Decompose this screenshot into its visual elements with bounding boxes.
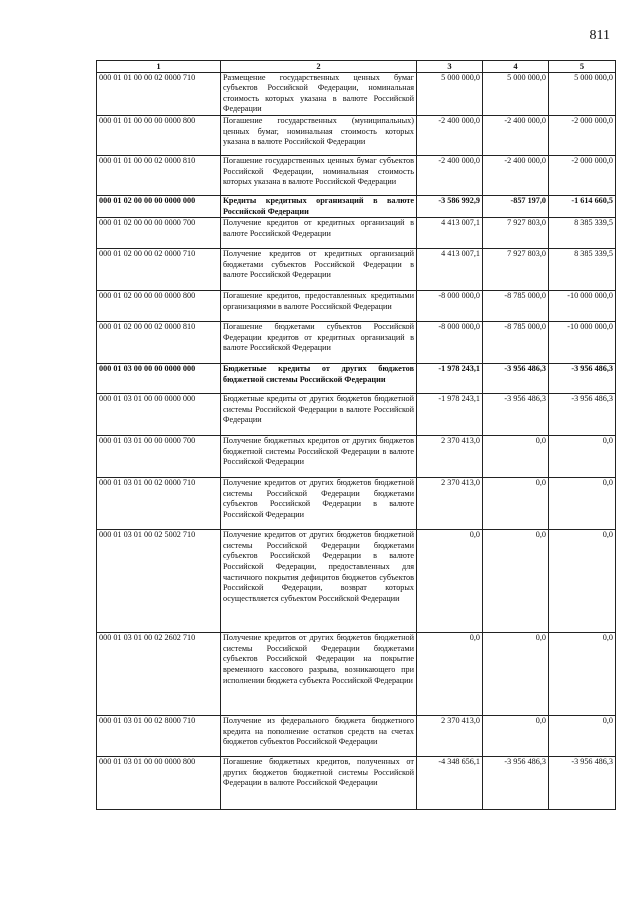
value-col5: 0,0 — [549, 633, 616, 716]
budget-code: 000 01 03 01 00 00 0000 000 — [97, 394, 221, 436]
value-col4: 0,0 — [483, 478, 549, 530]
value-col4: 7 927 803,0 — [483, 218, 549, 249]
budget-code: 000 01 02 00 00 00 0000 000 — [97, 195, 221, 217]
budget-code: 000 01 02 00 00 02 0000 810 — [97, 322, 221, 364]
value-col5: 0,0 — [549, 530, 616, 633]
budget-code: 000 01 01 00 00 00 0000 800 — [97, 115, 221, 155]
value-col3: 5 000 000,0 — [417, 72, 483, 115]
value-col4: 0,0 — [483, 530, 549, 633]
table-header-row — [97, 61, 616, 73]
item-name: Получение бюджетных кредитов от других бюджетов бюджетной системы Российской Федерации в валюте Российской Федерации — [221, 436, 417, 478]
column-header: 4 — [483, 61, 549, 73]
item-name: Бюджетные кредиты от других бюджетов бюджетной системы Российской Федерации в валюте Российской Федерации — [221, 394, 417, 436]
value-col4: -8 785 000,0 — [483, 322, 549, 364]
budget-code: 000 01 02 00 00 00 0000 700 — [97, 218, 221, 249]
value-col5: -2 000 000,0 — [549, 115, 616, 155]
value-col3: 2 370 413,0 — [417, 478, 483, 530]
value-col4: -8 785 000,0 — [483, 291, 549, 322]
item-name: Получение из федерального бюджета бюджетного кредита на пополнение остатков средств на счетах бюджетов субъектов Российской Федерации — [221, 716, 417, 757]
item-name: Получение кредитов от других бюджетов бюджетной системы Российской Федерации бюджетами субъектов Российской Федерации в валюте Российской Федерации — [221, 478, 417, 530]
table-row — [97, 115, 616, 155]
budget-code: 000 01 03 01 00 02 8000 710 — [97, 716, 221, 757]
value-col5: -3 956 486,3 — [549, 757, 616, 810]
value-col3: -3 586 992,9 — [417, 195, 483, 217]
value-col3: -8 000 000,0 — [417, 322, 483, 364]
value-col3: -1 978 243,1 — [417, 364, 483, 394]
value-col4: 0,0 — [483, 633, 549, 716]
value-col5: 5 000 000,0 — [549, 72, 616, 115]
value-col3: -8 000 000,0 — [417, 291, 483, 322]
value-col3: 4 413 007,1 — [417, 218, 483, 249]
table-row — [97, 436, 616, 478]
value-col5: 0,0 — [549, 436, 616, 478]
value-col4: 7 927 803,0 — [483, 249, 549, 291]
table-row — [97, 633, 616, 716]
value-col5: 0,0 — [549, 716, 616, 757]
value-col4: -3 956 486,3 — [483, 394, 549, 436]
item-name: Погашение бюджетами субъектов Российской Федерации кредитов от кредитных организаций в валюте Российской Федерации — [221, 322, 417, 364]
item-name: Получение кредитов от кредитных организаций в валюте Российской Федерации — [221, 218, 417, 249]
column-header: 2 — [221, 61, 417, 73]
budget-code: 000 01 03 01 00 00 0000 800 — [97, 757, 221, 810]
value-col3: 2 370 413,0 — [417, 716, 483, 757]
table-row — [97, 218, 616, 249]
value-col4: -2 400 000,0 — [483, 115, 549, 155]
table-row — [97, 364, 616, 394]
table-row — [97, 757, 616, 810]
budget-code: 000 01 01 00 00 02 0000 810 — [97, 155, 221, 195]
item-name: Погашение государственных (муниципальных) ценных бумаг, номинальная стоимость которых указана в валюте Российской Федерации — [221, 115, 417, 155]
value-col4: 5 000 000,0 — [483, 72, 549, 115]
item-name: Получение кредитов от других бюджетов бюджетной системы Российской Федерации бюджетами субъектов Российской Федерации в валюте Российской Федерации, предоставленных для частичного покрытия дефицитов бюджетов субъектов Российской Федерации, возврат которых осуществляется субъектом Российской Федерации — [221, 530, 417, 633]
value-col3: 2 370 413,0 — [417, 436, 483, 478]
value-col5: 8 385 339,5 — [549, 218, 616, 249]
page-number: 811 — [589, 28, 610, 43]
value-col5: -10 000 000,0 — [549, 322, 616, 364]
value-col3: -1 978 243,1 — [417, 394, 483, 436]
table-row — [97, 72, 616, 115]
table-row — [97, 394, 616, 436]
item-name: Кредиты кредитных организаций в валюте Российской Федерации — [221, 195, 417, 217]
value-col4: 0,0 — [483, 716, 549, 757]
value-col5: -3 956 486,3 — [549, 364, 616, 394]
table-body — [97, 72, 616, 810]
value-col3: 4 413 007,1 — [417, 249, 483, 291]
table-row — [97, 530, 616, 633]
value-col5: 8 385 339,5 — [549, 249, 616, 291]
budget-sources-table — [96, 60, 616, 810]
value-col4: 0,0 — [483, 436, 549, 478]
item-name: Размещение государственных ценных бумаг субъектов Российской Федерации, номинальная стоимость которых указана в валюте Российской Федерации — [221, 72, 417, 115]
value-col4: -857 197,0 — [483, 195, 549, 217]
table-row — [97, 195, 616, 217]
table-row — [97, 716, 616, 757]
column-header: 3 — [417, 61, 483, 73]
budget-code: 000 01 02 00 00 02 0000 710 — [97, 249, 221, 291]
item-name: Бюджетные кредиты от других бюджетов бюджетной системы Российской Федерации — [221, 364, 417, 394]
column-header: 1 — [97, 61, 221, 73]
value-col5: -3 956 486,3 — [549, 394, 616, 436]
item-name: Получение кредитов от кредитных организаций бюджетами субъектов Российской Федерации в валюте Российской Федерации — [221, 249, 417, 291]
budget-code: 000 01 03 01 00 02 5002 710 — [97, 530, 221, 633]
value-col3: -2 400 000,0 — [417, 115, 483, 155]
column-header: 5 — [549, 61, 616, 73]
value-col5: 0,0 — [549, 478, 616, 530]
item-name: Погашение бюджетных кредитов, полученных от других бюджетов бюджетной системы Российской Федерации в валюте Российской Федерации — [221, 757, 417, 810]
value-col3: 0,0 — [417, 633, 483, 716]
budget-code: 000 01 03 00 00 00 0000 000 — [97, 364, 221, 394]
budget-code: 000 01 03 01 00 02 2602 710 — [97, 633, 221, 716]
item-name: Погашение государственных ценных бумаг субъектов Российской Федерации, номинальная стоимость которых указана в валюте Российской Федерации — [221, 155, 417, 195]
budget-code: 000 01 03 01 00 00 0000 700 — [97, 436, 221, 478]
value-col5: -10 000 000,0 — [549, 291, 616, 322]
budget-code: 000 01 01 00 00 02 0000 710 — [97, 72, 221, 115]
table-row — [97, 322, 616, 364]
value-col5: -1 614 660,5 — [549, 195, 616, 217]
table-row — [97, 478, 616, 530]
value-col3: -2 400 000,0 — [417, 155, 483, 195]
budget-code: 000 01 03 01 00 02 0000 710 — [97, 478, 221, 530]
item-name: Погашение кредитов, предоставленных кредитными организациями в валюте Российской Федерации — [221, 291, 417, 322]
budget-code: 000 01 02 00 00 00 0000 800 — [97, 291, 221, 322]
table-row — [97, 249, 616, 291]
value-col4: -2 400 000,0 — [483, 155, 549, 195]
value-col4: -3 956 486,3 — [483, 364, 549, 394]
item-name: Получение кредитов от других бюджетов бюджетной системы Российской Федерации бюджетами субъектов Российской Федерации на покрытие временного кассового разрыва, возникающего при исполнении бюджета субъекта Российской Федерации — [221, 633, 417, 716]
value-col5: -2 000 000,0 — [549, 155, 616, 195]
value-col3: -4 348 656,1 — [417, 757, 483, 810]
value-col3: 0,0 — [417, 530, 483, 633]
value-col4: -3 956 486,3 — [483, 757, 549, 810]
table-row — [97, 155, 616, 195]
table-row — [97, 291, 616, 322]
